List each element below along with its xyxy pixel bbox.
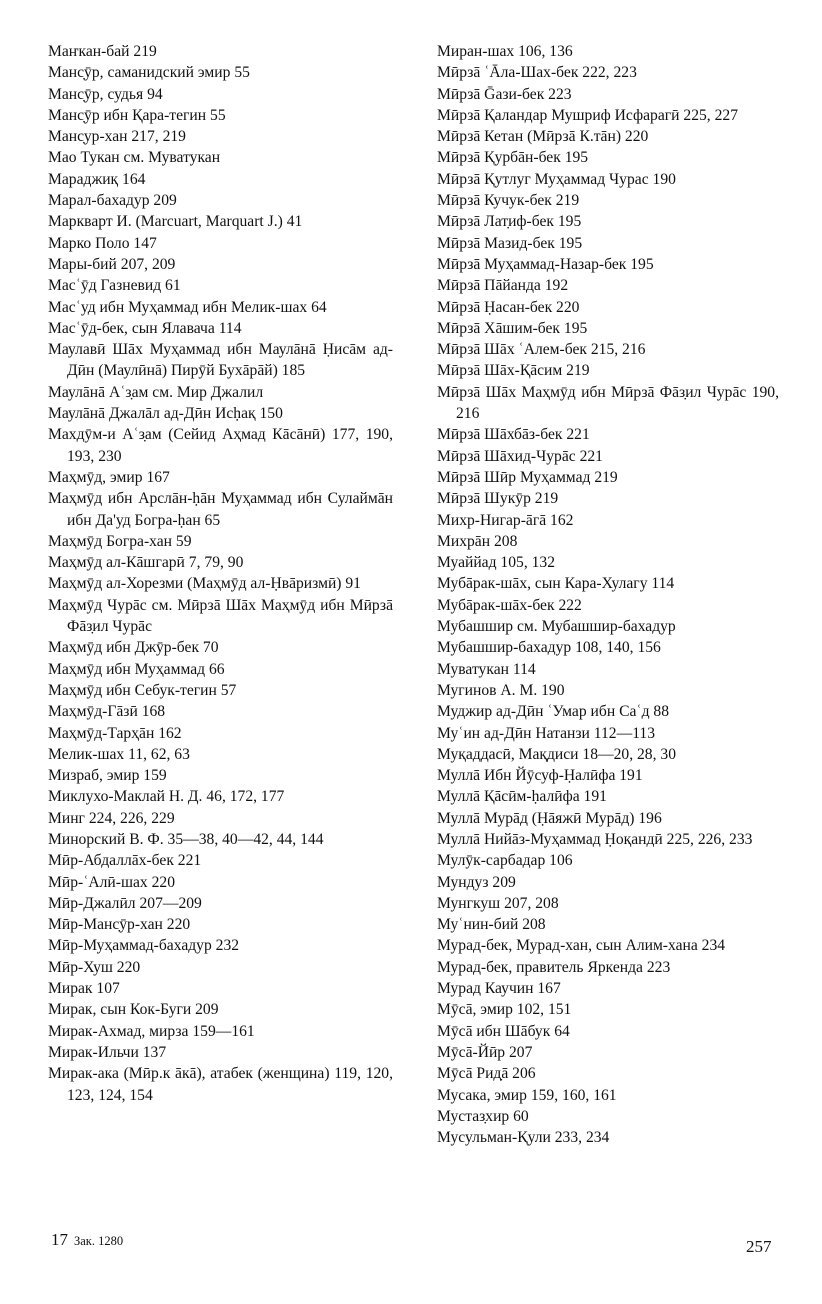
index-entry: Мирак-ака (Мӣр.к āкā), атабек (женщина) 119, 120, 123, 124, 154 xyxy=(48,1065,393,1104)
index-entry: Мӣрзā Шāх ʿАлем-бек 215, 216 xyxy=(437,341,646,359)
index-entry: Мулӯк-сарбадар 106 xyxy=(437,852,573,870)
index-entry: Мелик-шах 11, 62, 63 xyxy=(48,745,190,763)
index-entry: Мӣрзā Қутлуг Муҳаммад Чурас 190 xyxy=(437,170,676,188)
index-entry: Мубашшир см. Мубашшир-бахадур xyxy=(437,618,676,636)
index-entry: Мӣрзā Муҳаммад-Назар-бек 195 xyxy=(437,255,654,273)
index-entry: Муллā Ибн Йӯсуф-Ḥалӣфа 191 xyxy=(437,767,643,785)
index-entry: Манс̣ӯр, саманидский эмир 55 xyxy=(48,64,250,82)
index-entry: Мӣрзā Пāйанда 192 xyxy=(437,277,569,295)
index-entry: Маҳмӯд ибн Себук-тегин 57 xyxy=(48,681,237,699)
index-entry: Манс̣ур-хан 217, 219 xyxy=(48,128,186,146)
index-entry: Мӣрзā Шӣр Муҳаммад 219 xyxy=(437,468,618,486)
index-entry: Михр-Нигар-āгā 162 xyxy=(437,511,574,529)
index-entry: Мунгкуш 207, 208 xyxy=(437,894,559,912)
index-entry: Маҳмӯд-Гāзӣ 168 xyxy=(48,703,166,721)
index-entry: Мӣрзā Хāшим-бек 195 xyxy=(437,319,588,337)
index-entry: Маҳмӯд-Тарҳāн 162 xyxy=(48,724,182,742)
index-entry: Маҳмӯд ибн Арслāн-ḥāн Муҳаммад ибн Сулаймāн ибн Да'уд Богра-ḥан 65 xyxy=(48,490,393,529)
index-entry: Мурад Каучин 167 xyxy=(437,980,561,998)
index-entry: Мубāрак-шāх-бек 222 xyxy=(437,596,582,614)
index-entry: Масʿӯд Газневид 61 xyxy=(48,277,181,295)
index-entry: Мӣрзā Мазид-бек 195 xyxy=(437,234,583,252)
index-entry: Маҳмӯд Чурāс см. Мӣрзā Шāх Маҳмӯд ибн Мӣрзā Фāз̣ил Чурāс xyxy=(48,596,393,636)
index-entry: Маулавӣ Шāх Муҳаммад ибн Маулāнā Ḥисāм ад-Дӣн (Маулӣнā) Пирӯй Бухāрāй) 185 xyxy=(48,341,393,380)
index-entry: Муджир ад-Дӣн ʿУмар ибн Саʿд 88 xyxy=(437,703,670,721)
index-entry: Мугинов А. М. 190 xyxy=(437,681,565,699)
index-entry: Мараджиқ 164 xyxy=(48,170,146,188)
index-entry: Маулāнā Аʿз̣ам см. Мир Джалил xyxy=(48,383,264,401)
index-entry: Мусульман-Қули 233, 234 xyxy=(437,1129,610,1147)
index-entry: Минг 224, 226, 229 xyxy=(48,809,175,827)
printer-signature xyxy=(51,1230,123,1251)
index-entry: Мӣрзā ʿĀла-Шах-бек 222, 223 xyxy=(437,64,637,82)
index-entry: Муллā Қāсӣм-ḥалӣфа 191 xyxy=(437,788,607,806)
index-entry: Маулāнā Джалāл ад-Дӣн Исḥақ 150 xyxy=(48,405,283,423)
index-entry: Муллā Мурāд (Ḥāяжӣ Мурāд) 196 xyxy=(437,809,662,827)
index-entry: Мизраб, эмир 159 xyxy=(48,767,167,785)
index-entry: Маҳмӯд Богра-хан 59 xyxy=(48,532,192,550)
index-entry: Манс̣ӯр ибн Қара-тегин 55 xyxy=(48,106,226,124)
index-entry: Мусака, эмир 159, 160, 161 xyxy=(437,1086,617,1104)
index-entry: Мӣр-Муҳаммад-бахадур 232 xyxy=(48,937,240,955)
index-entry: Миклухо-Маклай Н. Д. 46, 172, 177 xyxy=(48,788,285,806)
index-entry: Муʿнин-бий 208 xyxy=(437,916,546,934)
index-entry: Мустаз̣хир 60 xyxy=(437,1107,529,1125)
index-entry: Маҳмӯд, эмир 167 xyxy=(48,468,170,486)
index-entry: Мӣрзā Шукӯр 219 xyxy=(437,490,559,508)
index-entry: Мӣрзā Шāхид-Чурāс 221 xyxy=(437,447,603,465)
index-entry: Мӣрзā Қурбāн-бек 195 xyxy=(437,149,589,167)
order-label: Зак. 1280 xyxy=(74,1234,124,1248)
index-entry: Маҳмӯд ибн Джӯр-бек 70 xyxy=(48,639,219,657)
index-entry: Муқаддасӣ, Мақдиси 18—20, 28, 30 xyxy=(437,745,676,763)
index-entry: Муллā Нийāз-Муҳаммад Ḥоқандӣ 225, 226, 233 xyxy=(437,830,753,848)
index-entry: Маҳмӯд ибн Муҳаммад 66 xyxy=(48,660,225,678)
index-entry: Мирак-Ильчи 137 xyxy=(48,1043,167,1061)
index-entry: Мӣрзā Шāхбāз-бек 221 xyxy=(437,426,590,444)
index-entry: Мӣрзā Қаландар Мушриф Исфарагӣ 225, 227 xyxy=(437,106,738,124)
index-entry: Мӣрзā Ḥасан-бек 220 xyxy=(437,298,580,316)
signature-number: 17 xyxy=(51,1230,68,1249)
index-entry: Махдӯм-и Аʿз̣ам (Сейид Аҳмад Кāсāнӣ) 177, 190, 193, 230 xyxy=(48,426,393,465)
index-entry: Мурад-бек, правитель Яркенда 223 xyxy=(437,958,671,976)
index-entry: Маҳмӯд ал-Хорезми (Маҳмӯд ал-Ḥвāризмӣ) 91 xyxy=(48,575,361,593)
index-entry: Мирак-Ахмад, мирза 159—161 xyxy=(48,1022,255,1040)
index-entry: Мубāрак-шāх, сын Кара-Хулагу 114 xyxy=(437,575,675,593)
index-entry: Мубашшир-бахадур 108, 140, 156 xyxy=(437,639,661,657)
page-number: 257 xyxy=(746,1237,772,1256)
index-entry: Мӣр-Хуш 220 xyxy=(48,958,141,976)
index-entry: Мӣр-Манс̣ӯр-хан 220 xyxy=(48,916,191,934)
index-entry: Муʿин ад-Дӣн Натанзи 112—113 xyxy=(437,724,655,742)
index-entry: Мао Тукан см. Муватукан xyxy=(48,149,221,167)
index-entry: Муватукан 114 xyxy=(437,660,536,678)
index-entry: Манс̣ӯр, судья 94 xyxy=(48,85,163,103)
index-entry: Мирак, сын Кок-Буги 209 xyxy=(48,1001,219,1019)
index-entry: Мӯсā Рид̣ā 206 xyxy=(437,1065,536,1083)
index-entry: Маҳмӯд ал-Кāшгарӣ 7, 79, 90 xyxy=(48,554,244,572)
index-entry: Маҥкан-бай 219 xyxy=(48,43,157,60)
index-entry: Марко Поло 147 xyxy=(48,234,157,252)
index-entry: Миран-шах 106, 136 xyxy=(437,43,573,60)
index-entry: Мӣрзā Ḡази-бек 223 xyxy=(437,85,572,103)
index-entry: Мӣрзā Кучук-бек 219 xyxy=(437,192,580,210)
index-entry: Мӯсā-Йӣр 207 xyxy=(437,1043,533,1061)
index-entry: Мӯсā ибн Шāбук 64 xyxy=(437,1022,570,1040)
index-entry: Мӣр-ʿАлӣ-шах 220 xyxy=(48,873,175,891)
index-entry: Мӣрзā Шāх Маҳмӯд ибн Мӣрзā Фāз̣ил Чурāс 190, 216 xyxy=(437,383,779,423)
index-entry: Маркварт И. (Marcuart, Marquart J.) 41 xyxy=(48,213,303,231)
index-entry: Мундуз 209 xyxy=(437,873,516,891)
index-entry: Муаййад 105, 132 xyxy=(437,554,556,572)
index-entry: Мӣрзā Кетан (Мӣрзā К.тāн) 220 xyxy=(437,128,649,146)
index-entry: Масʿуд ибн Муҳаммад ибн Мелик-шах 64 xyxy=(48,298,327,316)
index-entry: Мӣр-Абдаллāх-бек 221 xyxy=(48,852,202,870)
index-entry: Масʿӯд-бек, сын Ялавача 114 xyxy=(48,319,242,337)
index-column-left xyxy=(48,41,393,1106)
index-entry: Михрāн 208 xyxy=(437,532,518,550)
index-entry: Мары-бий 207, 209 xyxy=(48,255,176,273)
index-entry: Мӣрзā Шāх-Қāсим 219 xyxy=(437,362,590,380)
index-entry: Мирак 107 xyxy=(48,980,120,998)
index-entry: Марал-бахадур 209 xyxy=(48,192,177,210)
index-entry: Мӯсā, эмир 102, 151 xyxy=(437,1001,572,1019)
index-column-right xyxy=(437,41,779,1148)
index-entry: Мӣр-Джалӣл 207—209 xyxy=(48,894,202,912)
index-entry: Минорский В. Ф. 35—38, 40—42, 44, 144 xyxy=(48,830,324,848)
index-entry: Мурад-бек, Мурад-хан, сын Алим-хана 234 xyxy=(437,937,726,955)
index-entry: Мӣрзā Лат̣иф-бек 195 xyxy=(437,213,582,231)
